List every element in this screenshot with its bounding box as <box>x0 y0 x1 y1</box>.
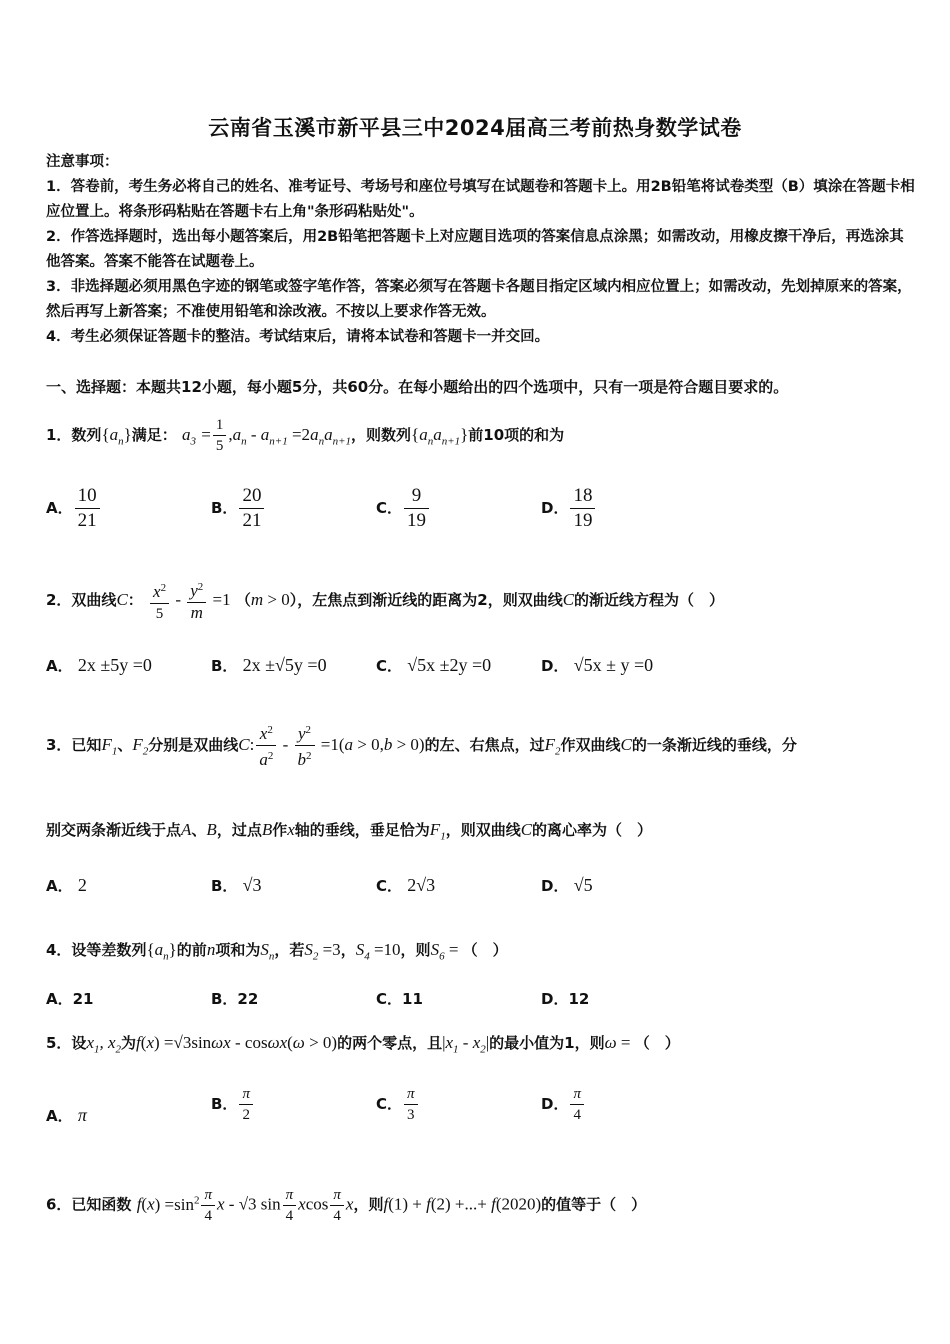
notice-heading: 注意事项： <box>46 154 119 170</box>
q1-option-d[interactable]: D． $\frac{18}{19}$ <box>541 484 597 533</box>
question-5: 5．设$x_1$, $x_2$为f(x) =√3sinωx - cosωx(ω > 0)的两个零点，且$|x_1 - x_2|$的最小值为1，则ω = （ ） <box>46 1033 680 1056</box>
notice-item-4: 4．考生必须保证答题卡的整洁。考试结束后，请将本试卷和答题卡一并交回。 <box>46 329 550 345</box>
exam-title: 云南省玉溪市新平县三中2024届高三考前热身数学试卷 <box>208 116 742 140</box>
q3-option-b[interactable]: B． √3 <box>211 875 262 895</box>
section-heading: 一、选择题：本题共12小题，每小题5分，共60分。在每小题给出的四个选项中，只有一项是符合题目要求的。 <box>46 378 789 396</box>
q1-option-c[interactable]: C． $\frac{9}{19}$ <box>376 484 431 533</box>
notice-item-2: 2．作答选择题时，选出每小题答案后，用2B铅笔把答题卡上对应题目选项的答案信息点涂黑；如需改动，用橡皮擦干净后，再选涂其他答案。答案不能答在试题卷上。 <box>46 229 904 270</box>
q1-option-b[interactable]: B． $\frac{20}{21}$ <box>211 484 266 533</box>
question-4: 4．设等差数列$\{a_n\}$的前n项和为$S_n$，若$S_2 =3$，$S_4 =10$，则$S_6$ = （ ） <box>46 940 508 963</box>
q3-option-c[interactable]: C． 2√3 <box>376 875 436 895</box>
notice-item-3: 3．非选择题必须用黑色字迹的钢笔或签字笔作答，答案必须写在答题卡各题目指定区域内相应位置上；如需改动，先划掉原来的答案，然后再写上新答案；不准使用铅笔和涂改液。不按以上要求作答无效。 <box>46 279 912 320</box>
question-1: 1．数列$\{a_n\}$满足： $a_3$ = $\frac{1}{5}$ $,a_n - a_{n+1} =2a_na_{n+1}$，则数列$\{a_na_{n+1}\}$前10项的和为 <box>46 417 565 454</box>
q5-option-b[interactable]: B． $\frac{\pi}{2}$ <box>211 1084 255 1125</box>
question-3-line-2: 别交两条渐近线于点A、B，过点B作x轴的垂线，垂足恰为$F_1$，则双曲线C的离心率为（ ） <box>46 820 653 843</box>
q4-option-b[interactable]: B．22 <box>211 990 259 1008</box>
q5-option-d[interactable]: D． $\frac{\pi}{4}$ <box>541 1084 586 1125</box>
q3-option-d[interactable]: D． √5 <box>541 875 593 895</box>
q4-option-d[interactable]: D．12 <box>541 990 590 1008</box>
q5-option-c[interactable]: C． $\frac{\pi}{3}$ <box>376 1084 420 1125</box>
question-6: 6．已知函数 $f(x) =\sin^2$ $\frac{\pi}{4}$ x - √3 sin $\frac{\pi}{4}$ xcos $\frac{\pi}{4}$ x，则f(1) + f(2) +...+ f(2020)的值等于（ ） <box>46 1186 647 1224</box>
q2-option-d[interactable]: D． √5x ± y =0 <box>541 655 654 675</box>
q2-option-b[interactable]: B． 2x ±√5y =0 <box>211 655 327 675</box>
notice-item-1: 1．答卷前，考生务必将自己的姓名、准考证号、考场号和座位号填写在试题卷和答题卡上。用2B铅笔将试卷类型（B）填涂在答题卡相应位置上。将条形码粘贴在答题卡右上角"条形码粘贴处"。 <box>46 179 915 220</box>
question-3: 3．已知$F_1$、$F_2$分别是双曲线C: $\frac{x^2}{a^2}$ - $\frac{y^2}{b^2}$ =1(a > 0,b > 0)的左、右焦点，过$F_2$作双曲线C的一条渐近线的垂线，分 <box>46 715 797 781</box>
q4-option-a[interactable]: A．21 <box>46 990 94 1008</box>
q2-option-c[interactable]: C． √5x ±2y =0 <box>376 655 492 675</box>
q5-option-a[interactable]: A． π <box>46 1105 87 1125</box>
q3-option-a[interactable]: A． 2 <box>46 875 87 895</box>
q1-option-a[interactable]: A． $\frac{10}{21}$ <box>46 484 102 533</box>
q4-option-c[interactable]: C．11 <box>376 990 423 1008</box>
question-2: 2．双曲线C： $\frac{x^2}{5}$ - $\frac{y^2}{m}$ =1 （m > 0），左焦点到渐近线的距离为2，则双曲线C的渐近线方程为（ ） <box>46 570 724 630</box>
q2-option-a[interactable]: A． 2x ±5y =0 <box>46 655 152 675</box>
